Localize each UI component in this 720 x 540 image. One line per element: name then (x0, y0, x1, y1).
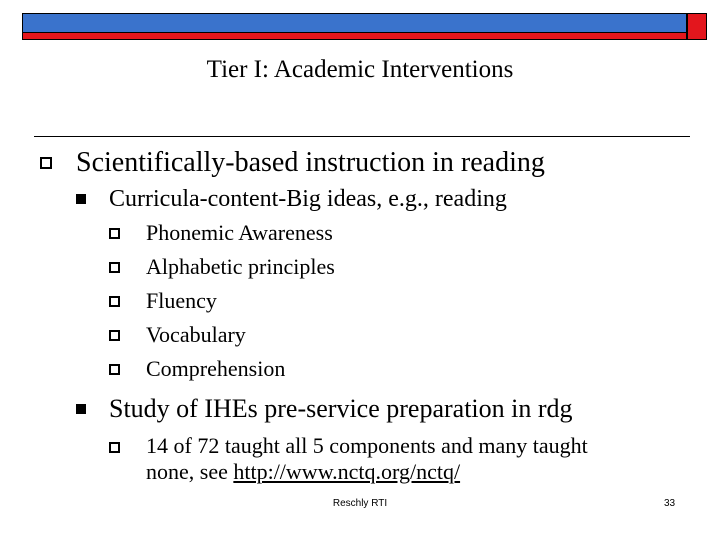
header-red-block (687, 13, 707, 40)
bullet-level1-scientific: Scientifically-based instruction in reading (76, 147, 545, 178)
slide-title: Tier I: Academic Interventions (206, 56, 514, 83)
filled-square-bullet-icon (76, 194, 86, 204)
bullet-level3-item: Phonemic Awareness (146, 220, 333, 245)
filled-square-bullet-icon (76, 404, 86, 414)
hollow-square-bullet-icon (109, 330, 120, 341)
header-blue-bar (22, 13, 687, 33)
header-red-bar (22, 33, 687, 40)
bullet-level2-curricula: Curricula-content-Big ideas, e.g., reading (109, 186, 507, 212)
bullet-level3-item: Vocabulary (146, 322, 246, 347)
hollow-square-bullet-icon (40, 157, 52, 169)
bullet-level3-item: Fluency (146, 288, 217, 313)
hollow-square-bullet-icon (109, 262, 120, 273)
title-divider (34, 136, 690, 137)
hollow-square-bullet-icon (109, 228, 120, 239)
bullet-level3-item: Alphabetic principles (146, 254, 335, 279)
bullet-level3-study-line2 (146, 459, 460, 485)
hollow-square-bullet-icon (109, 296, 120, 307)
bullet-level3-study-line1: 14 of 72 taught all 5 components and many taught (146, 433, 588, 458)
bullet-level2-study: Study of IHEs pre-service preparation in rdg (109, 394, 573, 423)
study-line2-prefix: none, see (146, 459, 234, 484)
footer-author: Reschly RTI (332, 498, 388, 509)
hollow-square-bullet-icon (109, 364, 120, 375)
page-number: 33 (664, 498, 676, 509)
hollow-square-bullet-icon (109, 442, 120, 453)
nctq-link[interactable]: http://www.nctq.org/nctq/ (233, 459, 461, 484)
bullet-level3-item: Comprehension (146, 356, 286, 381)
